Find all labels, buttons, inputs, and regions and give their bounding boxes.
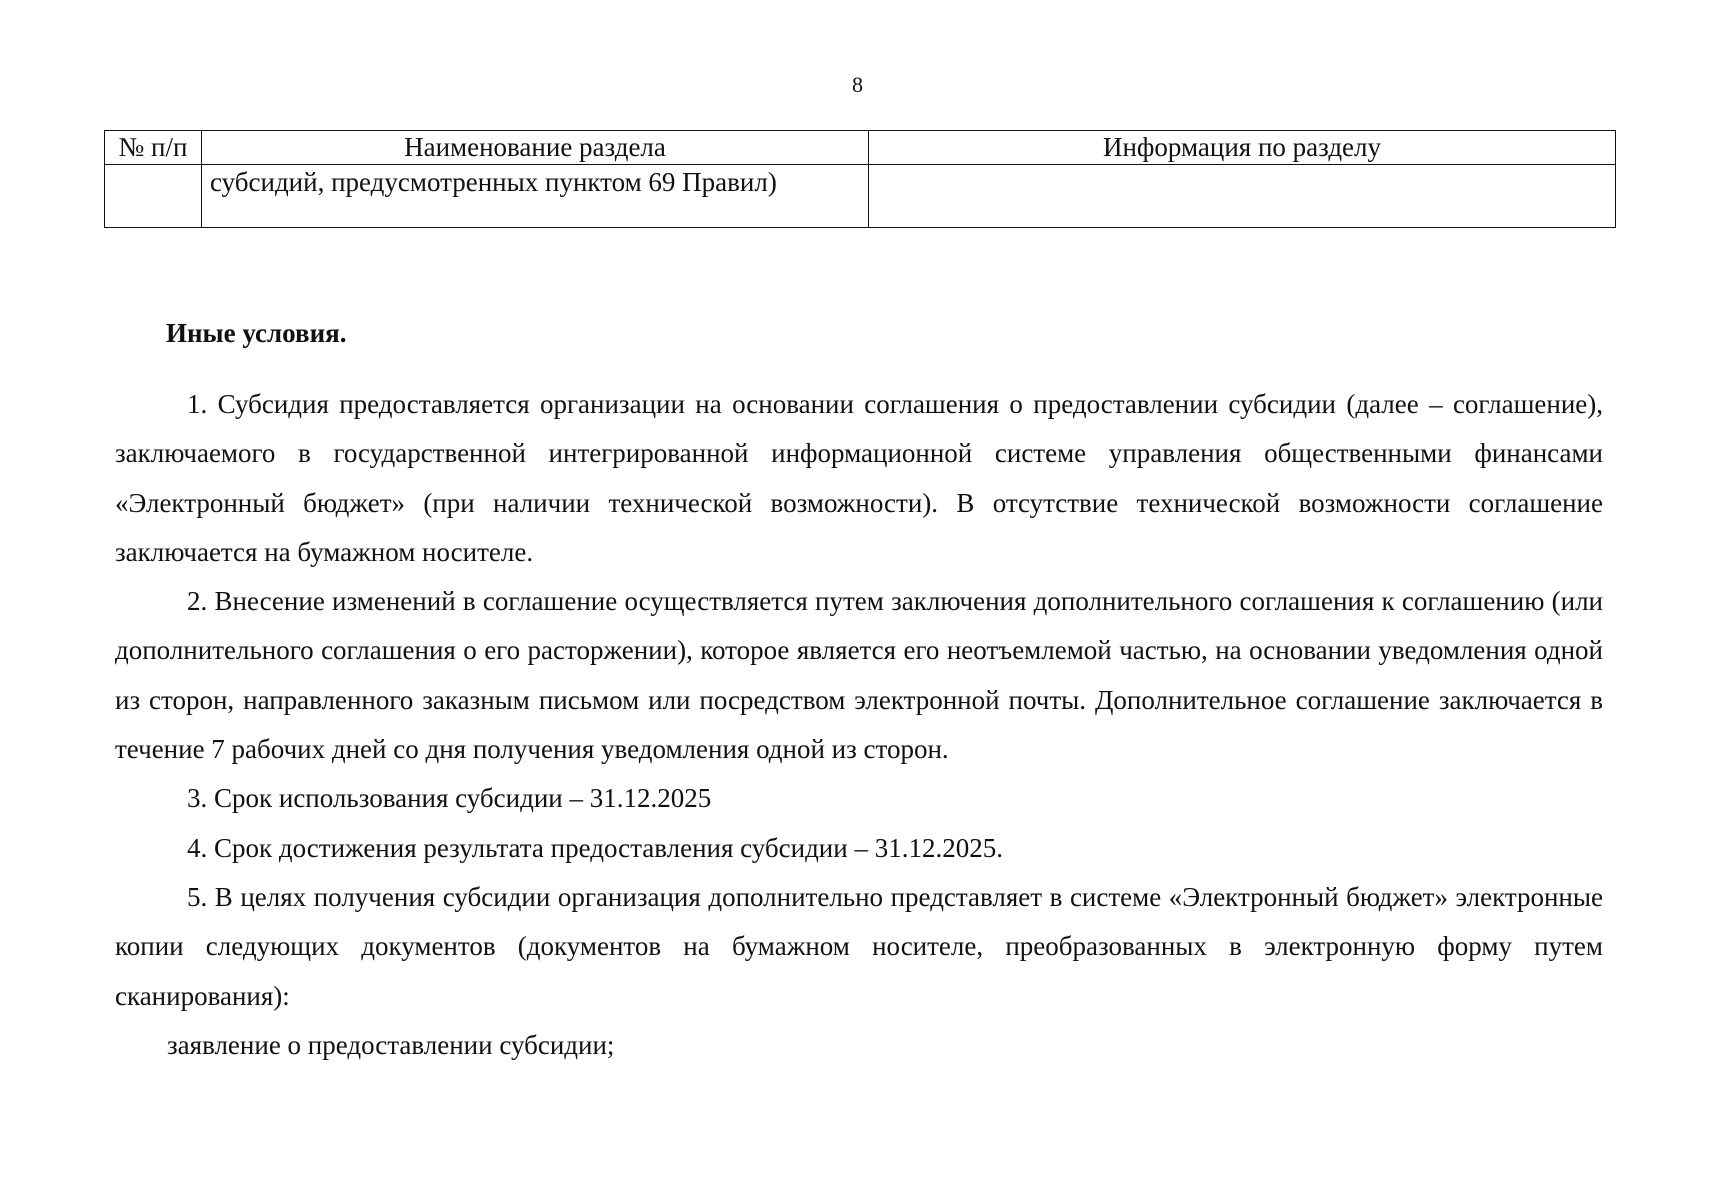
paragraph-6: заявление о предоставлении субсидии; [167,1029,615,1060]
paragraph-2: 2. Внесение изменений в соглашение осуществляется путем заключения дополнительного соглашения к соглашению (или дополнительного соглашения о его расторжении), которое является его неотъемлемой частью, на основании уведомления одной из сторон, направленного заказным письмом или посредством электронной почты. Дополнительное соглашение заключается в течение 7 рабочих дней со дня получения уведомления одной из сторон. [115,586,1603,765]
cell-section-name: субсидий, предусмотренных пунктом 69 Правил) [202,165,869,228]
paragraph-4: 4. Срок достижения результата предоставления субсидии – 31.12.2025. [187,832,1003,863]
cell-section-info [869,165,1616,228]
paragraph-5: 5. В целях получения субсидии организация дополнительно представляет в системе «Электронный бюджет» электронные копии следующих документов (документов на бумажном носителе, преобразованных в электронную форму путем сканирования): [115,881,1603,1011]
header-section-info: Информация по разделу [869,131,1616,165]
section-body [115,380,1603,1070]
sections-table [104,130,1616,228]
header-section-name: Наименование раздела [202,131,869,165]
header-number: № п/п [105,131,202,165]
section-heading: Иные условия. [166,318,347,348]
table-header-row [105,131,1616,165]
paragraph-1: 1. Субсидия предоставляется организации на основании соглашения о предоставлении субсидии (далее – соглашение), заключаемого в государственной интегрированной информационной системе управления общественными финансами «Электронный бюджет» (при наличии технической возможности). В отсутствие технической возможности соглашение заключается на бумажном носителе. [115,389,1603,567]
paragraph-3: 3. Срок использования субсидии – 31.12.2025 [187,783,712,814]
table-row [105,165,1616,228]
cell-number [105,165,202,228]
page-number: 8 [852,72,863,97]
